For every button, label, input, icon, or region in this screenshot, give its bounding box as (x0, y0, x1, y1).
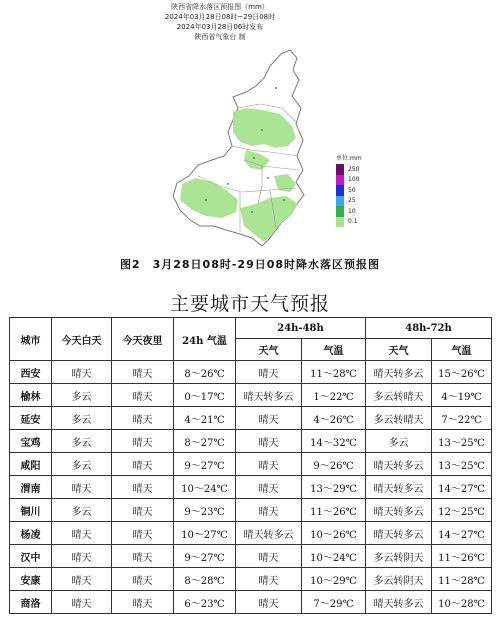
cell-temp-24: 4～21℃ (174, 407, 236, 430)
cell-temp-48: 7～29℃ (302, 591, 366, 614)
legend-swatch (336, 175, 344, 186)
cell-day: 多云 (52, 407, 112, 430)
header-group-48-72: 48h-72h (366, 318, 492, 339)
table-row (10, 522, 492, 545)
header-temp-48: 气温 (302, 339, 366, 361)
table-row (10, 361, 492, 384)
forecast-title: 主要城市天气预报 (169, 293, 330, 315)
cell-weather-48: 晴天 (236, 453, 302, 476)
cell-temp-48: 10～29℃ (302, 568, 366, 591)
cell-temp-48: 10～26℃ (302, 522, 366, 545)
cell-temp-24: 0～17℃ (174, 384, 236, 407)
cell-weather-48: 晴天转多云 (236, 384, 302, 407)
cell-city: 汉中 (10, 545, 52, 568)
cell-night: 晴天 (112, 476, 174, 499)
cell-temp-48: 4～26℃ (302, 407, 366, 430)
legend-unit: 单位:mm (336, 155, 362, 162)
cell-night: 晴天 (112, 568, 174, 591)
cell-weather-48: 晴天 (236, 591, 302, 614)
cell-city: 渭南 (10, 476, 52, 499)
cell-night: 晴天 (112, 591, 174, 614)
cell-temp-72: 13～25℃ (432, 430, 492, 453)
legend-item (336, 196, 376, 207)
table-row (10, 384, 492, 407)
map-title: 陕西省降水落区预报图（mm） (171, 3, 269, 11)
cell-day: 多云 (52, 453, 112, 476)
cell-night: 晴天 (112, 522, 174, 545)
cell-weather-48: 晴天 (236, 430, 302, 453)
legend-item (336, 164, 376, 175)
cell-night: 晴天 (112, 545, 174, 568)
cell-weather-72: 多云转阴天 (366, 568, 432, 591)
legend-value: 10 (348, 207, 356, 215)
cell-city: 咸阳 (10, 453, 52, 476)
cell-city: 宝鸡 (10, 430, 52, 453)
cell-day: 晴天 (52, 361, 112, 384)
cell-temp-48: 11～26℃ (302, 499, 366, 522)
cell-temp-72: 13～25℃ (432, 453, 492, 476)
cell-temp-48: 13～29℃ (302, 476, 366, 499)
header-weather-72: 天气 (366, 339, 432, 361)
table-row (10, 545, 492, 568)
legend-swatch (336, 217, 344, 228)
cell-temp-24: 10～27℃ (174, 522, 236, 545)
cell-city: 安康 (10, 568, 52, 591)
cell-temp-72: 7～22℃ (432, 407, 492, 430)
map-header (150, 2, 290, 42)
map-issue-time: 2024年03月28日06时发布 (176, 23, 264, 31)
table-row (10, 499, 492, 522)
cell-day: 晴天 (52, 476, 112, 499)
cell-night: 晴天 (112, 384, 174, 407)
cell-city: 杨凌 (10, 522, 52, 545)
legend-value: 250 (348, 165, 360, 173)
cell-temp-48: 9～26℃ (302, 453, 366, 476)
cell-temp-24: 8～26℃ (174, 361, 236, 384)
cell-city: 西安 (10, 361, 52, 384)
header-city: 城市 (10, 318, 52, 361)
cell-night: 晴天 (112, 430, 174, 453)
cell-temp-72: 15～26℃ (432, 361, 492, 384)
cell-day: 晴天 (52, 522, 112, 545)
header-temp-24h: 24h 气温 (174, 318, 236, 361)
cell-temp-24: 9～27℃ (174, 545, 236, 568)
header-today-night: 今天夜里 (112, 318, 174, 361)
cell-day: 晴天 (52, 591, 112, 614)
cell-temp-72: 4～19℃ (432, 384, 492, 407)
cell-weather-48: 晴天 (236, 499, 302, 522)
cell-temp-48: 11～28℃ (302, 361, 366, 384)
cell-night: 晴天 (112, 499, 174, 522)
cell-weather-48: 晴天 (236, 407, 302, 430)
figure-caption: 图2 3月28日08时-29日08时降水落区预报图 (119, 258, 381, 271)
cell-weather-72: 晴天转多云 (366, 591, 432, 614)
legend-item (336, 206, 376, 217)
cell-temp-72: 11～28℃ (432, 568, 492, 591)
cell-day: 晴天 (52, 568, 112, 591)
cell-day: 晴天 (52, 545, 112, 568)
cell-temp-72: 14～27℃ (432, 522, 492, 545)
legend-swatch (336, 164, 344, 175)
legend-swatch (336, 185, 344, 196)
table-row (10, 407, 492, 430)
cell-weather-72: 多云转晴天 (366, 407, 432, 430)
cell-weather-72: 晴天转多云 (366, 453, 432, 476)
cell-temp-24: 9～23℃ (174, 499, 236, 522)
cell-temp-24: 9～27℃ (174, 453, 236, 476)
header-weather-48: 天气 (236, 339, 302, 361)
cell-day: 多云 (52, 430, 112, 453)
map-producer: 陕西省气象台 制 (194, 33, 246, 41)
cell-night: 晴天 (112, 407, 174, 430)
cell-weather-72: 晴天转多云 (366, 476, 432, 499)
cell-weather-72: 晴天转多云 (366, 361, 432, 384)
cell-weather-72: 晴天转多云 (366, 499, 432, 522)
legend-item (336, 175, 376, 186)
header-group-24-48: 24h-48h (236, 318, 366, 339)
map-legend (336, 153, 376, 227)
cell-weather-48: 晴天转多云 (236, 522, 302, 545)
cell-weather-72: 多云转晴天 (366, 384, 432, 407)
cell-city: 商洛 (10, 591, 52, 614)
cell-temp-48: 10～24℃ (302, 545, 366, 568)
cell-temp-72: 10～28℃ (432, 591, 492, 614)
cell-temp-72: 11～26℃ (432, 545, 492, 568)
cell-temp-48: 1～22℃ (302, 384, 366, 407)
cell-weather-48: 晴天 (236, 568, 302, 591)
cell-temp-48: 14～32℃ (302, 430, 366, 453)
legend-swatch (336, 196, 344, 207)
cell-temp-72: 12～25℃ (432, 499, 492, 522)
cell-city: 铜川 (10, 499, 52, 522)
cell-weather-48: 晴天 (236, 361, 302, 384)
cell-city: 榆林 (10, 384, 52, 407)
cell-weather-48: 晴天 (236, 545, 302, 568)
cell-weather-72: 晴天转多云 (366, 522, 432, 545)
legend-item (336, 217, 376, 228)
cell-weather-48: 晴天 (236, 476, 302, 499)
legend-value: 0.1 (348, 218, 358, 226)
cell-night: 晴天 (112, 361, 174, 384)
cell-weather-72: 多云 (366, 430, 432, 453)
cell-temp-24: 6～23℃ (174, 591, 236, 614)
cell-temp-72: 14～27℃ (432, 476, 492, 499)
legend-value: 25 (348, 197, 356, 205)
legend-value: 50 (348, 186, 356, 194)
cell-city: 延安 (10, 407, 52, 430)
header-temp-72: 气温 (432, 339, 492, 361)
cell-day: 多云 (52, 384, 112, 407)
cell-night: 晴天 (112, 453, 174, 476)
legend-value: 100 (348, 176, 360, 184)
table-row (10, 568, 492, 591)
legend-swatch (336, 206, 344, 217)
precipitation-map (0, 0, 500, 250)
table-row (10, 476, 492, 499)
table-row (10, 430, 492, 453)
map-valid-period: 2024年03月28日08时~29日08时 (164, 13, 276, 21)
header-today-day: 今天白天 (52, 318, 112, 361)
cell-temp-24: 8～27℃ (174, 430, 236, 453)
cell-temp-24: 10～24℃ (174, 476, 236, 499)
cell-temp-24: 8～28℃ (174, 568, 236, 591)
cell-weather-72: 多云转阴天 (366, 545, 432, 568)
forecast-table (9, 317, 492, 614)
cell-day: 多云 (52, 499, 112, 522)
legend-item (336, 185, 376, 196)
table-row (10, 453, 492, 476)
table-row (10, 591, 492, 614)
